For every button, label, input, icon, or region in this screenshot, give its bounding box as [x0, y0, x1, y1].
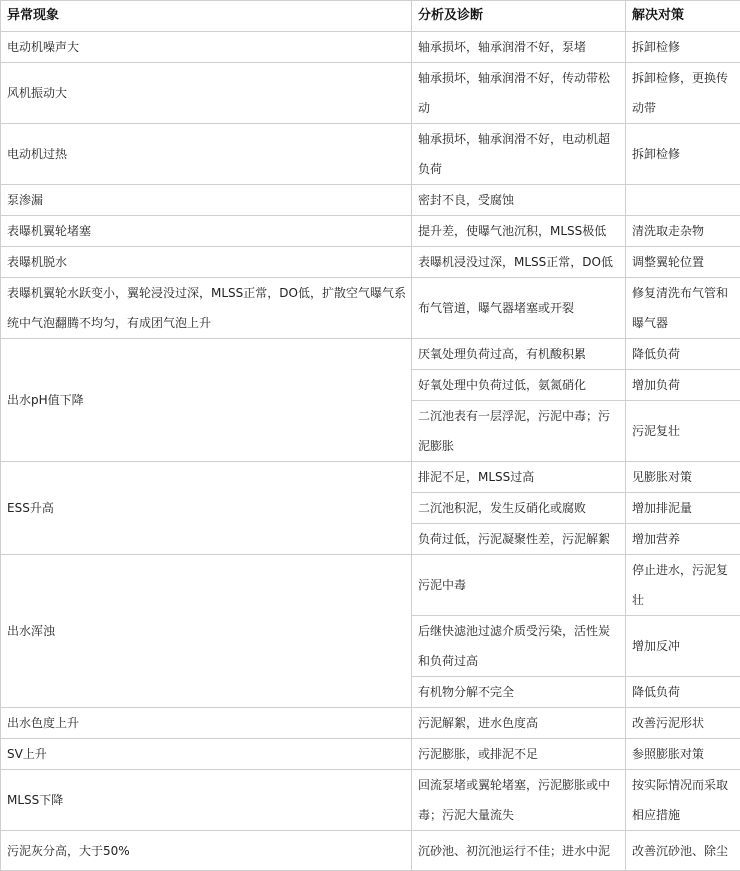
cell-phenomenon: 表曝机翼轮水跃变小，翼轮浸没过深，MLSS正常，DO低，扩散空气曝气系统中气泡翻腾不均匀，有成团气泡上升 — [1, 278, 412, 339]
table-row — [1, 124, 740, 185]
cell-analysis: 布气管道，曝气器堵塞或开裂 — [412, 278, 626, 339]
cell-solution: 增加排泥量 — [626, 493, 740, 524]
table-row — [1, 339, 740, 370]
cell-phenomenon-group: ESS升高 — [1, 462, 412, 555]
table-row — [1, 739, 740, 770]
cell-analysis: 污泥中毒 — [412, 555, 626, 616]
table-row — [1, 555, 740, 616]
cell-analysis: 后继快滤池过滤介质受污染，活性炭和负荷过高 — [412, 616, 626, 677]
cell-solution: 降低负荷 — [626, 677, 740, 708]
cell-analysis: 污泥解絮，进水色度高 — [412, 708, 626, 739]
cell-solution: 调整翼轮位置 — [626, 247, 740, 278]
cell-analysis: 二沉池积泥，发生反硝化或腐败 — [412, 493, 626, 524]
table-row — [1, 278, 740, 339]
cell-analysis: 二沉池表有一层浮泥，污泥中毒；污泥膨胀 — [412, 401, 626, 462]
cell-analysis: 提升差，使曝气池沉积，MLSS极低 — [412, 216, 626, 247]
header-analysis: 分析及诊断 — [412, 1, 626, 32]
table-header-row — [1, 1, 740, 32]
cell-phenomenon: 电动机噪声大 — [1, 32, 412, 63]
cell-analysis: 沉砂池、初沉池运行不佳；进水中泥 — [412, 831, 626, 871]
cell-analysis: 轴承损坏，轴承润滑不好，电动机超负荷 — [412, 124, 626, 185]
table-row — [1, 185, 740, 216]
cell-analysis: 回流泵堵或翼轮堵塞，污泥膨胀或中毒；污泥大量流失 — [412, 770, 626, 831]
table-row — [1, 770, 740, 831]
table-row — [1, 462, 740, 493]
header-phenomenon: 异常现象 — [1, 1, 412, 32]
cell-phenomenon: SV上升 — [1, 739, 412, 770]
cell-solution: 改善沉砂池、除尘 — [626, 831, 740, 871]
cell-solution: 按实际情况而采取相应措施 — [626, 770, 740, 831]
cell-solution: 改善污泥形状 — [626, 708, 740, 739]
cell-analysis: 表曝机浸没过深，MLSS正常，DO低 — [412, 247, 626, 278]
cell-analysis: 有机物分解不完全 — [412, 677, 626, 708]
cell-phenomenon: 风机振动大 — [1, 63, 412, 124]
cell-analysis: 负荷过低，污泥凝聚性差，污泥解絮 — [412, 524, 626, 555]
cell-solution: 修复清洗布气管和曝气器 — [626, 278, 740, 339]
cell-analysis: 轴承损坏，轴承润滑不好，传动带松动 — [412, 63, 626, 124]
table-row — [1, 247, 740, 278]
cell-solution: 增加营养 — [626, 524, 740, 555]
cell-solution: 降低负荷 — [626, 339, 740, 370]
table-row — [1, 32, 740, 63]
cell-solution: 污泥复壮 — [626, 401, 740, 462]
cell-phenomenon: 电动机过热 — [1, 124, 412, 185]
cell-analysis: 厌氧处理负荷过高，有机酸积累 — [412, 339, 626, 370]
cell-solution: 参照膨胀对策 — [626, 739, 740, 770]
cell-solution: 拆卸检修，更换传动带 — [626, 63, 740, 124]
cell-phenomenon-group: 出水pH值下降 — [1, 339, 412, 462]
cell-phenomenon-group: 出水色度上升 — [1, 708, 412, 739]
table-row — [1, 708, 740, 739]
cell-solution: 增加负荷 — [626, 370, 740, 401]
table-row — [1, 216, 740, 247]
cell-phenomenon-group: 出水浑浊 — [1, 555, 412, 708]
cell-solution: 拆卸检修 — [626, 32, 740, 63]
cell-analysis: 排泥不足，MLSS过高 — [412, 462, 626, 493]
cell-analysis: 好氧处理中负荷过低，氨氮硝化 — [412, 370, 626, 401]
cell-analysis: 密封不良，受腐蚀 — [412, 185, 626, 216]
header-solution: 解决对策 — [626, 1, 740, 32]
cell-phenomenon: MLSS下降 — [1, 770, 412, 831]
cell-phenomenon: 泵渗漏 — [1, 185, 412, 216]
cell-phenomenon: 表曝机翼轮堵塞 — [1, 216, 412, 247]
cell-solution: 拆卸检修 — [626, 124, 740, 185]
table-row — [1, 63, 740, 124]
cell-phenomenon: 污泥灰分高，大于50% — [1, 831, 412, 871]
cell-phenomenon: 表曝机脱水 — [1, 247, 412, 278]
cell-solution: 增加反冲 — [626, 616, 740, 677]
cell-solution: 停止进水，污泥复壮 — [626, 555, 740, 616]
cell-solution: 见膨胀对策 — [626, 462, 740, 493]
cell-solution: 清洗取走杂物 — [626, 216, 740, 247]
cell-solution — [626, 185, 740, 216]
cell-analysis: 轴承损坏，轴承润滑不好，泵堵 — [412, 32, 626, 63]
cell-analysis: 污泥膨胀，或排泥不足 — [412, 739, 626, 770]
